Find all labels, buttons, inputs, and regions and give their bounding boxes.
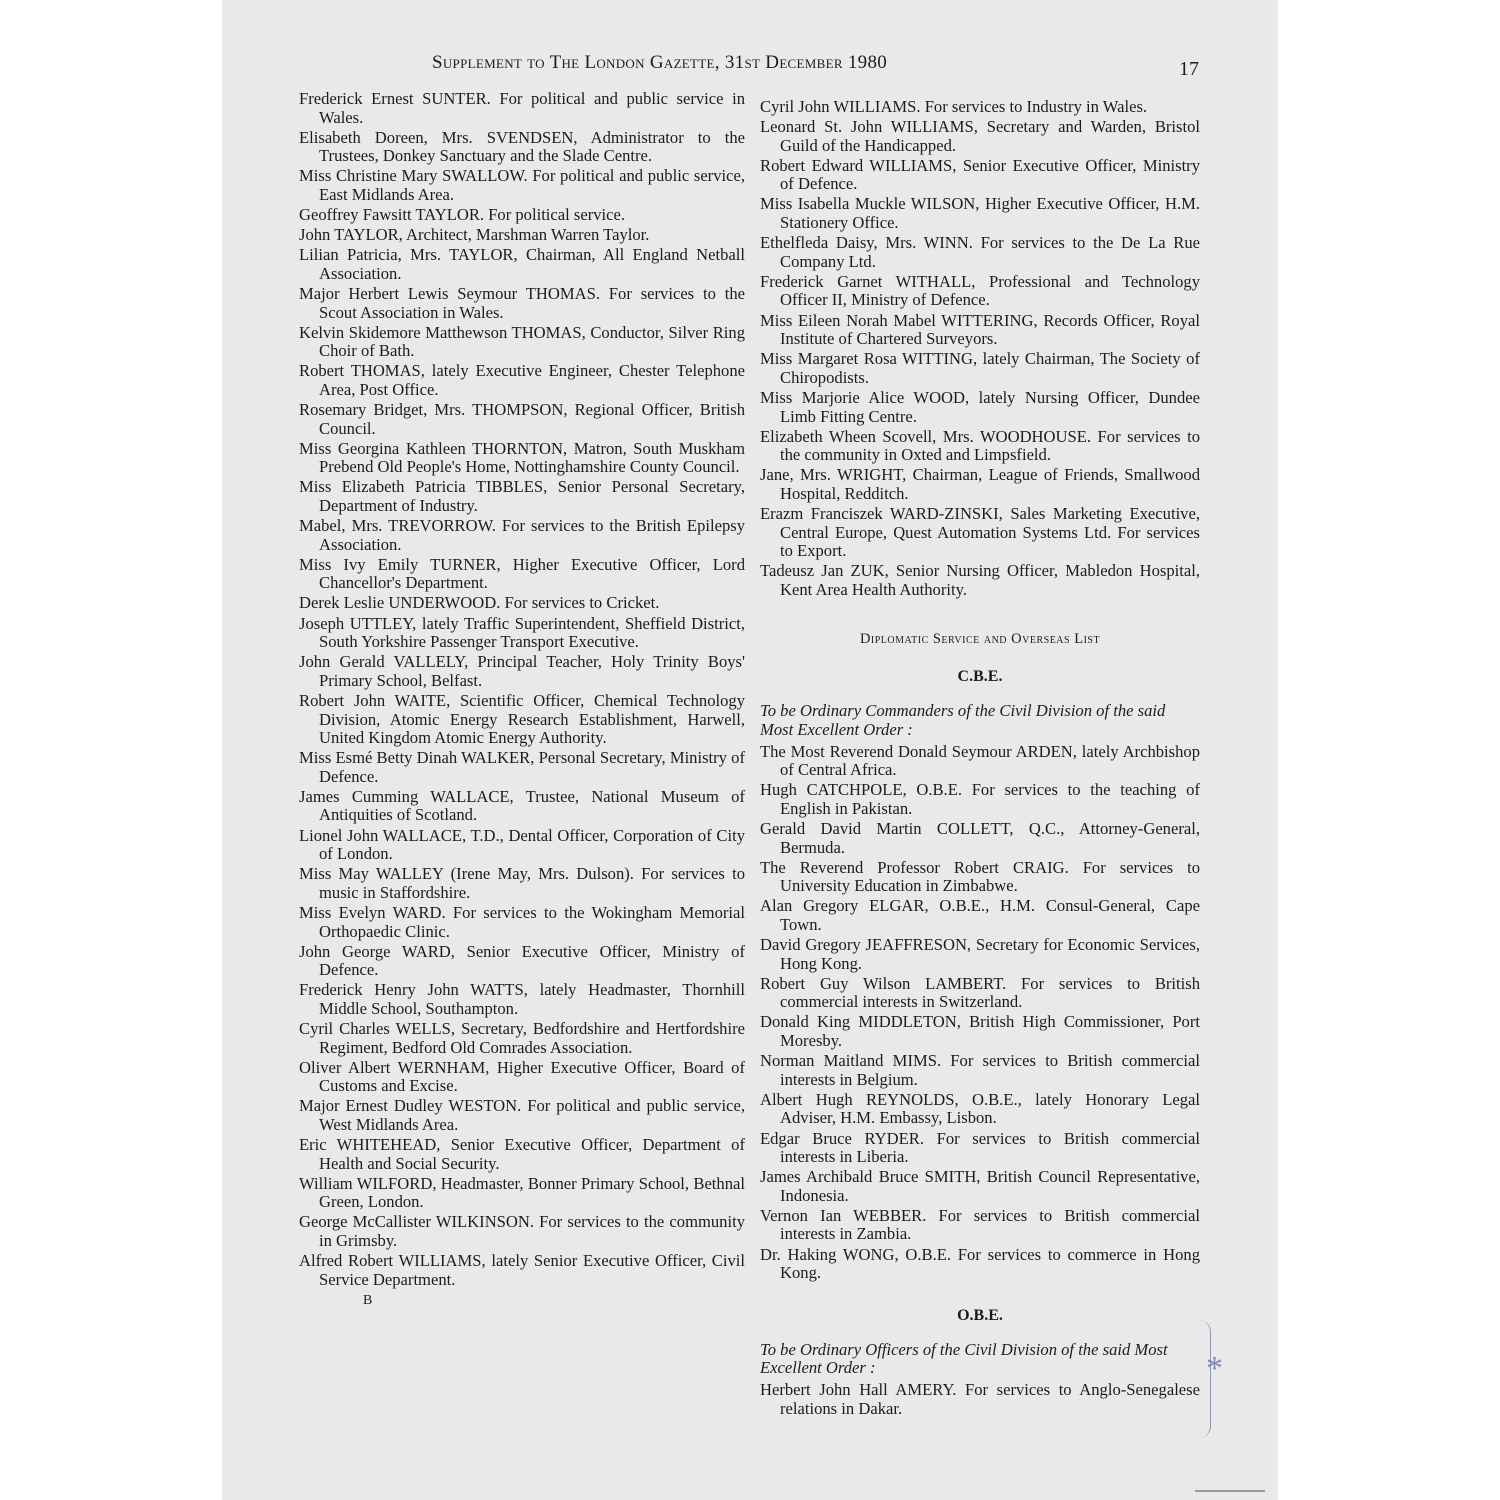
honours-entry: Miss Ivy Emily TURNER, Higher Executive Officer, Lord Chancellor's Department. [299, 554, 745, 593]
honours-entry: Kelvin Skidemore Matthewson THOMAS, Conductor, Silver Ring Choir of Bath. [299, 322, 745, 361]
honours-entry: Eric WHITEHEAD, Senior Executive Officer, Department of Health and Social Security. [299, 1135, 745, 1173]
honours-entry: Derek Leslie UNDERWOOD. For services to Cricket. [299, 593, 660, 613]
honours-entry: Lionel John WALLACE, T.D., Dental Officer, Corporation of City of London. [299, 825, 745, 864]
right-entry-list [760, 98, 1200, 599]
honours-entry: Geoffrey Fawsitt TAYLOR. For political service. [299, 205, 626, 225]
honours-entry: Frederick Garnet WITHALL, Professional and Technology Officer II, Ministry of Defence. [760, 271, 1200, 310]
honours-entry: Miss Georgina Kathleen THORNTON, Matron, South Muskham Prebend Old People's Home, Nottinghamshire County Council. [299, 438, 745, 477]
honours-entry: Albert Hugh REYNOLDS, O.B.E., lately Honorary Legal Adviser, H.M. Embassy, Lisbon. [760, 1089, 1200, 1128]
honours-entry: Miss Marjorie Alice WOOD, lately Nursing Officer, Dundee Limb Fitting Centre. [760, 387, 1200, 426]
gazette-page [222, 0, 1278, 1500]
obe-heading: O.B.E. [957, 1306, 1003, 1324]
honours-entry: Alfred Robert WILLIAMS, lately Senior Executive Officer, Civil Service Department. [299, 1251, 745, 1289]
honours-entry: Leonard St. John WILLIAMS, Secretary and Warden, Bristol Guild of the Handicapped. [760, 117, 1200, 155]
honours-entry: Dr. Haking WONG, O.B.E. For services to commerce in Hong Kong. [760, 1244, 1200, 1283]
honours-entry: Edgar Bruce RYDER. For services to British commercial interests in Liberia. [760, 1128, 1200, 1167]
right-column [760, 98, 1200, 1420]
honours-entry: James Archibald Bruce SMITH, British Council Representative, Indonesia. [760, 1167, 1200, 1205]
honours-entry: Miss Isabella Muckle WILSON, Higher Executive Officer, H.M. Stationery Office. [760, 194, 1200, 233]
honours-entry: The Reverend Professor Robert CRAIG. For services to University Education in Zimbabwe. [760, 857, 1200, 896]
honours-entry: Donald King MIDDLETON, British High Commissioner, Port Moresby. [760, 1012, 1200, 1051]
obe-block [760, 1307, 1200, 1418]
honours-entry: Cyril John WILLIAMS. For services to Industry in Wales. [760, 97, 1148, 116]
obe-entry-list [760, 1381, 1200, 1418]
honours-entry: Robert John WAITE, Scientific Officer, Chemical Technology Division, Atomic Energy Research Establishment, Harwell, United Kingdom Atomic Energy Authority. [299, 690, 745, 748]
honours-entry: George McCallister WILKINSON. For services to the community in Grimsby. [299, 1212, 745, 1251]
margin-asterisk: * [1206, 1350, 1223, 1387]
honours-entry: Robert Guy Wilson LAMBERT. For services to British commercial interests in Switzerland. [760, 973, 1200, 1012]
section-title: Diplomatic Service and Overseas List [859, 631, 1101, 648]
honours-entry: Frederick Ernest SUNTER. For political and public service in Wales. [299, 89, 745, 127]
cbe-entry-list [760, 743, 1200, 1283]
left-entry-list [299, 90, 745, 1289]
honours-entry: Major Ernest Dudley WESTON. For political and public service, West Midlands Area. [299, 1096, 745, 1134]
page-header: Supplement to The London Gazette, 31st December 1980 [432, 52, 888, 73]
margin-dash [1195, 1490, 1265, 1492]
honours-entry: Frederick Henry John WATTS, lately Headmaster, Thornhill Middle School, Southampton. [299, 980, 745, 1018]
honours-entry: Tadeusz Jan ZUK, Senior Nursing Officer, Mabledon Hospital, Kent Area Health Authority. [760, 561, 1200, 599]
honours-entry: Miss Margaret Rosa WITTING, lately Chairman, The Society of Chiropodists. [760, 349, 1200, 387]
honours-entry: Norman Maitland MIMS. For services to British commercial interests in Belgium. [760, 1051, 1200, 1089]
honours-entry: Alan Gregory ELGAR, O.B.E., H.M. Consul-General, Cape Town. [760, 896, 1200, 934]
cbe-heading: C.B.E. [957, 668, 1003, 686]
left-column [299, 90, 745, 1309]
honours-entry: James Cumming WALLACE, Trustee, National Museum of Antiquities of Scotland. [299, 786, 745, 825]
honours-entry: Major Herbert Lewis Seymour THOMAS. For services to the Scout Association in Wales. [299, 283, 745, 322]
honours-entry: Oliver Albert WERNHAM, Higher Executive Officer, Board of Customs and Excise. [299, 1057, 745, 1096]
honours-entry: David Gregory JEAFFRESON, Secretary for Economic Services, Hong Kong. [760, 935, 1200, 973]
honours-entry: Cyril Charles WELLS, Secretary, Bedfordshire and Hertfordshire Regiment, Bedford Old Comrades Association. [299, 1019, 745, 1057]
honours-entry: Gerald David Martin COLLETT, Q.C., Attorney-General, Bermuda. [760, 819, 1200, 857]
honours-entry: William WILFORD, Headmaster, Bonner Primary School, Bethnal Green, London. [299, 1173, 745, 1212]
honours-entry: Mabel, Mrs. TREVORROW. For services to the British Epilepsy Association. [299, 516, 745, 554]
honours-entry: John Gerald VALLELY, Principal Teacher, Holy Trinity Boys' Primary School, Belfast. [299, 652, 745, 690]
cbe-intro: To be Ordinary Commanders of the Civil Division of the said Most Excellent Order : [760, 701, 1166, 740]
honours-entry: Vernon Ian WEBBER. For services to British commercial interests in Zambia. [760, 1205, 1200, 1244]
honours-entry: Joseph UTTLEY, lately Traffic Superintendent, Sheffield District, South Yorkshire Passenger Transport Executive. [299, 613, 745, 652]
honours-entry: Lilian Patricia, Mrs. TAYLOR, Chairman, All England Netball Association. [299, 245, 745, 283]
honours-entry: The Most Reverend Donald Seymour ARDEN, lately Archbishop of Central Africa. [760, 741, 1200, 780]
signature-letter: B [363, 1293, 373, 1309]
honours-entry: Robert Edward WILLIAMS, Senior Executive Officer, Ministry of Defence. [760, 155, 1200, 194]
honours-entry: Robert THOMAS, lately Executive Engineer, Chester Telephone Area, Post Office. [299, 361, 745, 399]
honours-entry: Miss Christine Mary SWALLOW. For political and public service, East Midlands Area. [299, 166, 745, 204]
honours-entry: Miss Elizabeth Patricia TIBBLES, Senior Personal Secretary, Department of Industry. [299, 477, 745, 515]
honours-entry: Jane, Mrs. WRIGHT, Chairman, League of Friends, Smallwood Hospital, Redditch. [760, 465, 1200, 503]
honours-entry: Miss Evelyn WARD. For services to the Wokingham Memorial Orthopaedic Clinic. [299, 902, 745, 941]
honours-entry: Herbert John Hall AMERY. For services to Anglo-Senegalese relations in Dakar. [760, 1379, 1200, 1418]
obe-intro: To be Ordinary Officers of the Civil Division of the said Most Excellent Order : [760, 1339, 1168, 1378]
honours-entry: Hugh CATCHPOLE, O.B.E. For services to the teaching of English in Pakistan. [760, 780, 1200, 818]
honours-entry: Elisabeth Doreen, Mrs. SVENDSEN, Administrator to the Trustees, Donkey Sanctuary and the Slade Centre. [299, 127, 745, 166]
honours-entry: Erazm Franciszek WARD-ZINSKI, Sales Marketing Executive, Central Europe, Quest Automation Systems Ltd. For services to Export. [760, 503, 1200, 561]
honours-entry: Miss Eileen Norah Mabel WITTERING, Records Officer, Royal Institute of Chartered Surveyors. [760, 310, 1200, 349]
honours-entry: Rosemary Bridget, Mrs. THOMPSON, Regional Officer, British Council. [299, 400, 745, 438]
honours-entry: John TAYLOR, Architect, Marshman Warren Taylor. [299, 225, 650, 245]
honours-entry: Miss May WALLEY (Irene May, Mrs. Dulson). For services to music in Staffordshire. [299, 864, 745, 902]
honours-entry: Miss Esmé Betty Dinah WALKER, Personal Secretary, Ministry of Defence. [299, 748, 745, 786]
honours-entry: John George WARD, Senior Executive Officer, Ministry of Defence. [299, 941, 745, 980]
honours-entry: Elizabeth Wheen Scovell, Mrs. WOODHOUSE. For services to the community in Oxted and Limpsfield. [760, 426, 1200, 465]
honours-entry: Ethelfleda Daisy, Mrs. WINN. For services to the De La Rue Company Ltd. [760, 233, 1200, 271]
page-number: 17 [1179, 58, 1199, 80]
